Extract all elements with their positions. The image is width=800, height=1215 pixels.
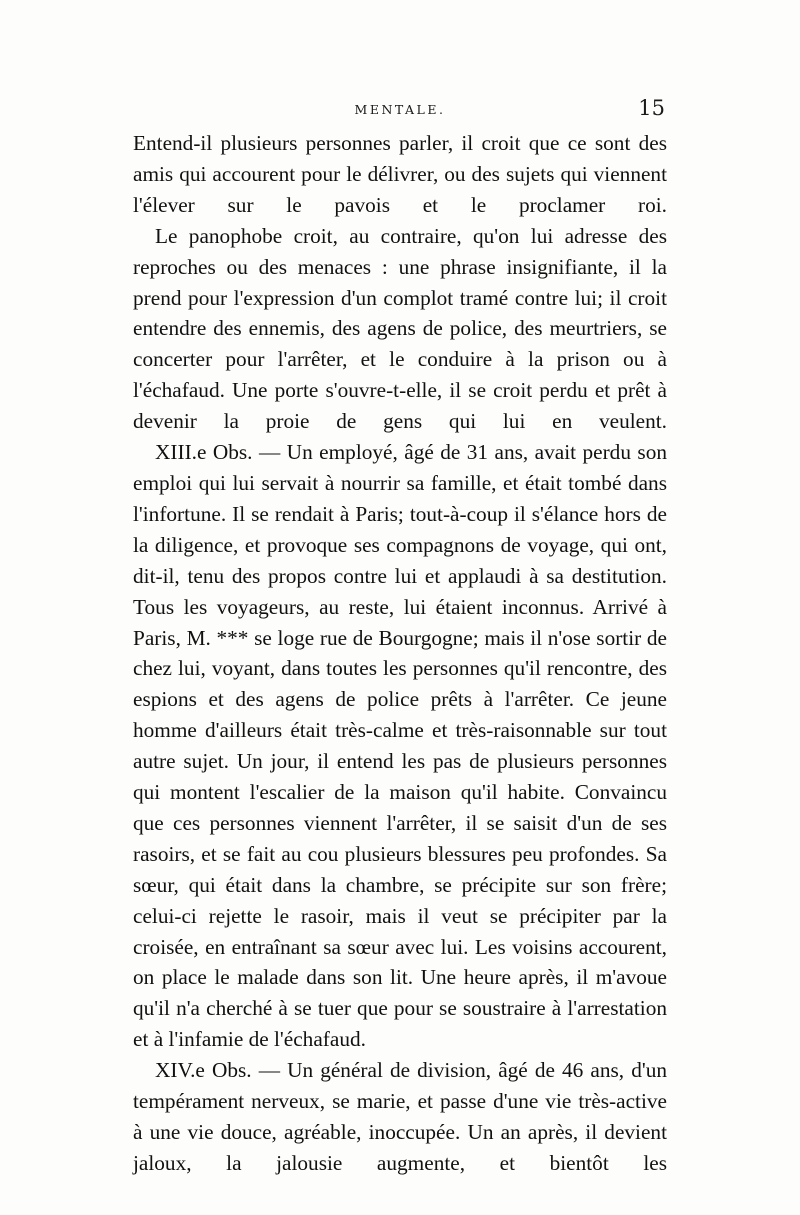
paragraph-panophobe: Le panophobe croit, au contraire, qu'on lui adresse des reproches ou des menaces : une phrase insignifiante, il la prend pour l'expression d'un complot tramé contre lui; il croit entendre des ennemis, des agens de police, des meurtriers, se concerter pour l'arrêter, et le conduire à la prison ou à l'échafaud. Une porte s'ouvre-t-elle, il se croit perdu et prêt à devenir la proie de gens qui lui en veulent.: [133, 223, 667, 434]
paragraph-continuation: Entend-il plusieurs personnes parler, il croit que ce sont des amis qui accourent pour le délivrer, ou des sujets qui viennent l'élever sur le pavois et le proclamer roi.: [133, 131, 667, 217]
paragraph-observation-xiii: XIII.e Obs. — Un employé, âgé de 31 ans, avait perdu son emploi qui lui servait à nourrir sa famille, et était tombé dans l'infortune. Il se rendait à Paris; tout-à-coup il s'élance hors de la diligence, et provoque ses compagnons de voyage, qui ont, dit-il, tenu des propos contre lui et applaudi à sa destitution. Tous les voyageurs, au reste, lui étaient inconnus. Arrivé à Paris, M. *** se loge rue de Bourgogne; mais il n'ose sortir de chez lui, voyant, dans toutes les personnes qu'il rencontre, des espions et des agens de police prêts à l'arrêter. Ce jeune homme d'ailleurs était très-calme et très-raisonnable sur tout autre sujet. Un jour, il entend les pas de plusieurs personnes qui montent l'escalier de la maison qu'il habite. Convaincu que ces personnes viennent l'arrêter, il se saisit d'un de ses rasoirs, et se fait au cou plusieurs blessures peu profondes. Sa sœur, qui était dans la chambre, se précipite sur son frère; celui-ci rejette le rasoir, mais il veut se précipiter par la croisée, en entraînant sa sœur avec lui. Les voisins accourent, on place le malade dans son lit. Une heure après, il m'avoue qu'il n'a cherché à se tuer que pour se soustraire à l'arrestation et à l'infamie de l'échafaud.: [133, 440, 667, 1052]
body-text: [133, 128, 667, 1179]
paragraph-observation-xiv: XIV.e Obs. — Un général de division, âgé de 46 ans, d'un tempérament nerveux, se marie, et passe d'une vie très-active à une vie douce, agréable, inoccupée. Un an après, il devient jaloux, la jalousie augmente, et bientôt les: [133, 1058, 667, 1175]
running-title: MENTALE.: [354, 102, 446, 117]
running-head: [133, 96, 667, 122]
page-number: 15: [638, 96, 665, 120]
